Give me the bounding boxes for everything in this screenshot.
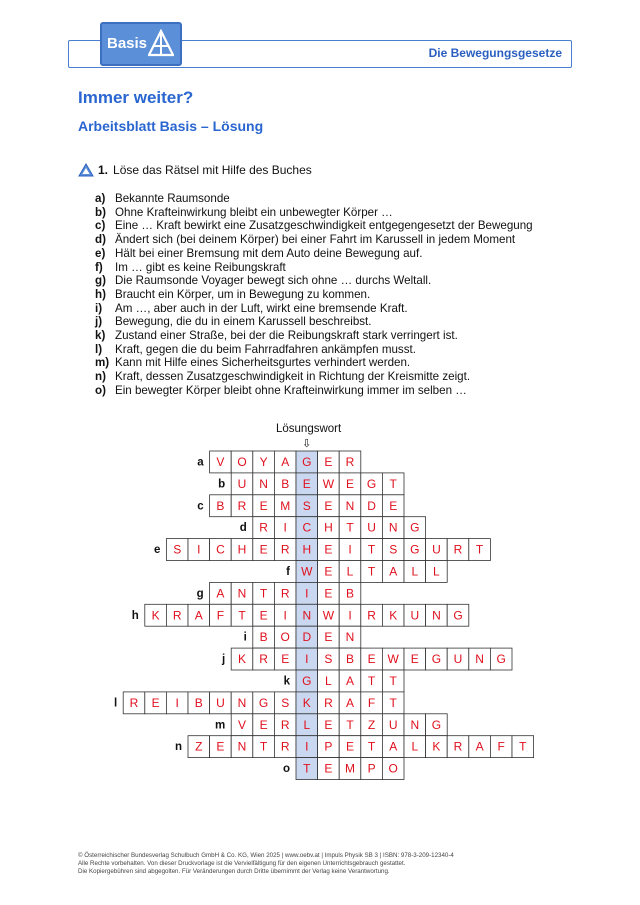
clue-label: h) — [95, 287, 106, 301]
cell-letter: G — [410, 542, 420, 557]
clue-text: Hält bei einer Bremsung mit dem Auto deine Bewegung auf. — [115, 246, 423, 260]
cell-letter: G — [258, 695, 269, 710]
row-label: m — [214, 719, 226, 732]
cell-letter: E — [324, 564, 333, 579]
cell-letter: E — [151, 695, 160, 710]
cell-letter: A — [389, 739, 398, 754]
clue-label: n) — [95, 370, 106, 384]
task-text: Löse das Rätsel mit Hilfe des Buches — [113, 163, 312, 177]
cell-letter: N — [302, 608, 312, 623]
logo-text: Basis — [107, 35, 148, 52]
cell-letter: G — [496, 652, 506, 667]
cell-letter: Y — [259, 455, 268, 469]
row-label: j — [221, 653, 226, 666]
row-label: i — [243, 631, 247, 644]
clue-label: i) — [95, 301, 103, 315]
cell-letter: L — [325, 674, 332, 688]
cell-letter: A — [345, 695, 355, 710]
cell-letter: A — [194, 608, 203, 623]
cell-letter: B — [216, 498, 225, 513]
cell-letter: I — [283, 520, 287, 535]
cell-letter: D — [302, 630, 312, 645]
cell-letter: E — [259, 717, 268, 732]
cell-letter: L — [303, 717, 311, 732]
cell-letter: N — [237, 586, 247, 601]
cell-letter: G — [431, 652, 442, 667]
cell-letter: W — [322, 608, 335, 623]
page-subtitle: Arbeitsblatt Basis – Lösung — [78, 118, 264, 134]
cell-letter: E — [345, 476, 355, 491]
clue-text: Kraft, dessen Zusatzgeschwindigkeit in Richtung der Kreismitte zeigt. — [115, 370, 471, 384]
clue-text: Im … gibt es keine Reibungskraft — [115, 260, 286, 274]
clue-text: Kraft, gegen die du beim Fahrradfahren ankämpfen musst. — [115, 342, 416, 356]
cell-letter: C — [302, 520, 312, 535]
cell-letter: B — [345, 652, 355, 667]
cell-letter: R — [280, 586, 290, 601]
cell-letter: R — [453, 542, 463, 557]
row-label: k — [283, 675, 290, 688]
clue-text: Bewegung, die du in einem Karussell beschreibst. — [115, 315, 372, 329]
cell-letter: S — [389, 542, 398, 557]
cell-letter: I — [305, 739, 309, 754]
cell-letter: H — [302, 542, 312, 557]
cell-letter: T — [303, 761, 311, 776]
cell-letter: S — [324, 652, 333, 667]
cell-letter: O — [280, 630, 290, 645]
clue-label: l) — [95, 342, 103, 356]
cell-letter: T — [346, 717, 354, 732]
cell-letter: R — [172, 608, 182, 623]
clue-text: Eine … Kraft bewirkt eine Zusatzgeschwindigkeit entgegengesetzt der Bewegung — [115, 219, 533, 233]
clue-label: g) — [95, 274, 106, 288]
cell-letter: H — [237, 542, 247, 557]
cell-letter: E — [345, 739, 355, 754]
clue-text: Ohne Krafteinwirkung bleibt ein unbewegter Körper … — [115, 205, 393, 219]
clue-text: Bekannte Raumsonde — [115, 192, 230, 205]
cell-letter: O — [237, 455, 247, 469]
footer-line: Die Kopiergebühren sind abgegolten. Für Veränderungen durch Dritte übernimmt der Verlag keine Verantwortung. — [78, 868, 390, 875]
cell-letter: W — [301, 564, 313, 579]
row-label: l — [113, 697, 118, 710]
cell-letter: E — [259, 608, 268, 623]
cell-letter: A — [216, 586, 225, 601]
cell-letter: T — [346, 520, 354, 535]
cell-letter: N — [410, 717, 420, 732]
cell-letter: E — [324, 717, 333, 732]
clue-label: j) — [95, 315, 103, 329]
cell-letter: T — [519, 739, 527, 754]
cell-letter: I — [348, 608, 352, 623]
cell-letter: E — [281, 652, 290, 667]
cell-letter: G — [366, 476, 377, 491]
cell-letter: N — [345, 630, 355, 645]
cell-letter: D — [367, 498, 376, 513]
cell-letter: R — [453, 739, 463, 754]
cell-letter: F — [216, 608, 225, 623]
row-label: f — [286, 566, 290, 578]
row-label: g — [196, 587, 204, 600]
cell-letter: E — [367, 652, 376, 667]
cell-letter: C — [216, 542, 225, 557]
row-label: b — [218, 478, 226, 491]
cell-letter: O — [388, 761, 398, 776]
cell-letter: G — [302, 674, 312, 688]
cell-letter: V — [216, 455, 225, 469]
footer-line: © Österreichischer Bundesverlag Schulbuch GmbH & Co. KG, Wien 2025 | www.oebv.at | Impuls Physik SB 3 | ISBN: 978-3-209-12340-4 — [78, 852, 454, 859]
cell-letter: F — [367, 695, 376, 710]
cell-letter: I — [348, 542, 352, 557]
cell-letter: I — [305, 652, 309, 667]
row-label: e — [153, 544, 161, 557]
cell-letter: E — [216, 739, 225, 754]
page-title: Immer weiter? — [78, 88, 194, 107]
cell-letter: E — [324, 542, 333, 557]
cell-letter: G — [410, 520, 420, 535]
cell-letter: E — [259, 498, 268, 513]
clue-text: Braucht ein Körper, um in Bewegung zu kommen. — [115, 287, 371, 301]
cell-letter: P — [367, 761, 376, 776]
cell-letter: U — [410, 608, 420, 623]
cell-letter: R — [259, 652, 268, 667]
cell-letter: E — [324, 761, 333, 776]
cell-letter: R — [259, 520, 268, 535]
cell-letter: E — [324, 630, 333, 645]
header-title: Die Bewegungsgesetze — [428, 46, 562, 60]
footer-line: Alle Rechte vorbehalten. Von dieser Druckvorlage ist die Vervielfältigung für den eigenen Unterrichtsgebrauch gestattet. — [78, 860, 406, 867]
cell-letter: N — [259, 476, 268, 491]
cell-letter: E — [259, 542, 268, 557]
task-number: 1. — [98, 163, 109, 177]
cell-letter: I — [197, 542, 201, 557]
cell-letter: R — [129, 695, 139, 710]
cell-letter: K — [302, 695, 311, 710]
clue-text: Ändert sich (bei deinem Körper) bei einer Fahrt im Karussell in jedem Moment — [115, 233, 516, 247]
cell-letter: N — [345, 498, 355, 513]
cell-letter: A — [475, 739, 484, 754]
cell-letter: T — [475, 542, 484, 557]
clue-text: Die Raumsonde Voyager bewegt sich ohne … durchs Weltall. — [115, 274, 432, 288]
clue-label: e) — [95, 246, 106, 260]
cell-letter: A — [281, 455, 290, 469]
solution-word-label: Lösungswort — [276, 423, 342, 435]
clue-label: m) — [95, 356, 110, 370]
row-label: c — [197, 500, 204, 513]
cell-letter: T — [367, 739, 376, 754]
cell-letter: U — [216, 695, 225, 710]
clue-label: k) — [95, 329, 106, 343]
cell-letter: E — [324, 455, 333, 469]
cell-letter: N — [237, 695, 247, 710]
cell-letter: R — [280, 717, 290, 732]
cell-letter: N — [388, 520, 398, 535]
cell-letter: G — [431, 717, 442, 732]
cell-letter: I — [305, 586, 309, 601]
cell-letter: S — [281, 695, 290, 710]
cell-letter: E — [324, 498, 333, 513]
footer — [78, 852, 454, 876]
cell-letter: F — [497, 739, 505, 754]
cell-letter: A — [389, 564, 398, 579]
cell-letter: K — [151, 608, 160, 623]
clue-text: Zustand einer Straße, bei der die Reibungskraft stark verringert ist. — [115, 329, 458, 343]
clue-label: b) — [95, 205, 106, 219]
cell-letter: T — [238, 608, 246, 623]
cell-letter: M — [280, 498, 291, 513]
clue-label: f) — [95, 260, 103, 274]
cell-letter: W — [387, 652, 399, 667]
cell-letter: R — [324, 695, 333, 710]
clue-text: Kann mit Hilfe eines Sicherheitsgurtes verhindert werden. — [115, 356, 411, 370]
cell-letter: U — [237, 476, 247, 491]
cell-letter: U — [367, 520, 376, 535]
cell-letter: V — [237, 717, 247, 732]
cell-letter: S — [302, 498, 311, 513]
cell-letter: K — [237, 652, 247, 667]
cell-letter: T — [259, 586, 268, 601]
row-label: d — [239, 522, 247, 535]
cell-letter: T — [367, 564, 376, 579]
cell-letter: I — [283, 608, 287, 623]
cell-letter: M — [345, 761, 355, 776]
cell-letter: U — [388, 717, 398, 732]
cell-letter: T — [389, 476, 397, 491]
down-arrow-icon: ⇩ — [302, 438, 312, 450]
cell-letter: L — [433, 564, 440, 579]
cell-letter: B — [259, 630, 268, 645]
clue-text: Am …, aber auch in der Luft, wirkt eine bremsende Kraft. — [115, 301, 408, 315]
cell-letter: N — [432, 608, 441, 623]
cell-letter: R — [345, 455, 355, 469]
row-label: o — [282, 763, 290, 776]
cell-letter: I — [175, 695, 179, 710]
cell-letter: L — [411, 739, 419, 754]
cell-letter: S — [173, 542, 182, 557]
cell-letter: W — [322, 476, 335, 491]
cell-letter: Z — [367, 717, 376, 732]
cell-letter: R — [280, 739, 290, 754]
cell-letter: A — [345, 674, 355, 688]
clue-label: c) — [95, 219, 106, 233]
cell-letter: L — [411, 564, 419, 579]
cell-letter: T — [367, 542, 376, 557]
cell-letter: B — [281, 476, 290, 491]
cell-letter: Z — [195, 739, 203, 754]
cell-letter: E — [410, 652, 419, 667]
cell-letter: E — [324, 586, 333, 601]
cell-letter: H — [324, 520, 333, 535]
cell-letter: R — [237, 498, 247, 513]
clue-label: d) — [95, 233, 106, 247]
cell-letter: U — [432, 542, 441, 557]
cell-letter: R — [280, 542, 290, 557]
clue-text: Ein bewegter Körper bleibt ohne Krafteinwirkung immer im selben … — [115, 383, 467, 397]
cell-letter: R — [367, 608, 376, 623]
cell-letter: B — [194, 695, 203, 710]
row-label: n — [174, 741, 182, 754]
clue-label: a) — [95, 192, 106, 205]
cell-letter: L — [346, 564, 354, 579]
cell-letter: K — [389, 608, 398, 623]
cell-letter: T — [389, 695, 397, 710]
cell-letter: G — [453, 608, 463, 623]
row-label: h — [131, 609, 139, 622]
cell-letter: T — [259, 739, 268, 754]
cell-letter: G — [302, 455, 312, 469]
cell-letter: P — [324, 739, 333, 754]
cell-letter: N — [237, 739, 247, 754]
cell-letter: U — [453, 652, 463, 667]
cell-letter: E — [302, 476, 311, 491]
cell-letter: E — [389, 498, 398, 513]
cell-letter: T — [389, 674, 397, 688]
cell-letter: T — [367, 674, 376, 688]
cell-letter: N — [475, 652, 484, 667]
row-label: a — [197, 456, 204, 469]
cell-letter: K — [432, 739, 441, 754]
clue-label: o) — [95, 383, 106, 397]
cell-letter: B — [345, 586, 355, 601]
